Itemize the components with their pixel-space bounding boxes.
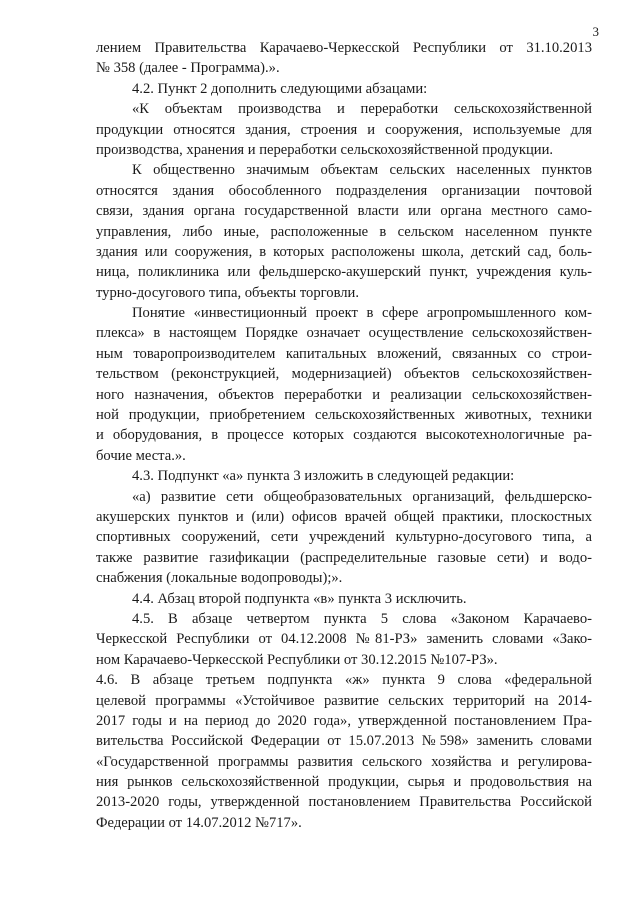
paragraph (96, 670, 592, 833)
text-line: вительства Российской Федерации от 15.07.2013 №598» заменить словами (96, 733, 592, 750)
text-line: «К объектам производства и переработки сельскохозяйственной (132, 101, 592, 118)
text-line: управления, либо иные, расположенные в сельском населенном пункте (96, 223, 592, 240)
text-line: снабжения (локальные водопроводы);». (96, 570, 343, 587)
paragraph (96, 609, 592, 670)
text-line: 2017 годы и на период до 2020 года», утвержденной постановлением Пра- (96, 712, 592, 729)
text-line: производства, хранения и переработки сельскохозяйственной продукции. (96, 141, 554, 158)
text-line: связи, здания органа государственной власти или органа местного само- (96, 203, 592, 220)
paragraph (96, 79, 592, 99)
text-line: турно-досугового типа, объекты торговли. (96, 284, 360, 301)
paragraph (96, 160, 592, 303)
text-line: и оборудования, в процессе которых создаются высокотехнологичные ра- (96, 427, 592, 444)
text-line: 4.6. В абзаце третьем подпункта «ж» пункта 9 слова «федеральной (96, 672, 592, 689)
text-line: «а) развитие сети общеобразовательных организаций, фельдшерско- (132, 488, 592, 505)
text-line: спортивных сооружений, сети учреждений культурно-досугового типа, а (96, 529, 592, 546)
text-line: 4.5. В абзаце четвертом пункта 5 слова «Законом Карачаево- (132, 610, 592, 627)
paragraph (96, 589, 592, 609)
text-line: ница, поликлиника или фельдшерско-акушерский пункт, учреждения куль- (96, 264, 592, 281)
text-line: здания или сооружения, в которых расположены школа, детский сад, боль- (96, 243, 592, 260)
text-line: плекса» в настоящем Порядке означает осуществление сельскохозяйствен- (96, 325, 592, 342)
text-line: ния рынков сельскохозяйственной продукции, сырья и продовольствия на (96, 774, 592, 791)
text-line: относятся здания обособленного подразделения организации почтовой (96, 182, 592, 199)
text-line: ным товаропроизводителем капитальных вложений, связанных со строи- (96, 345, 592, 362)
paragraph (96, 38, 592, 79)
paragraph (96, 99, 592, 160)
text-line: бочие места.». (96, 447, 186, 464)
text-line: К общественно значимым объектам сельских населенных пунктов (132, 162, 592, 179)
document-body (96, 38, 592, 833)
text-line: ного назначения, объектов переработки и реализации сельскохозяйствен- (96, 386, 592, 403)
text-line: № 358 (далее - Программа).». (96, 60, 280, 77)
text-line: акушерских пунктов и (или) офисов врачей общей практики, плоскостных (96, 508, 592, 525)
paragraph (96, 466, 592, 486)
text-line: «Государственной программы развития сельского хозяйства и регулирова- (96, 753, 592, 770)
text-line: ном Карачаево-Черкесской Республики от 30.12.2015 №107-РЗ». (96, 651, 498, 668)
text-line: ной продукции, приобретением сельскохозяйственных животных, техники (96, 407, 592, 424)
text-line: Понятие «инвестиционный проект в сфере агропромышленного ком- (132, 305, 592, 322)
text-line: Черкесской Республики от 04.12.2008 №81-РЗ» заменить словами «Зако- (96, 631, 592, 648)
text-line: 4.4. Абзац второй подпункта «в» пункта 3 исключить. (132, 590, 467, 607)
page-number: 3 (592, 24, 599, 39)
text-line: продукции относятся здания, строения и сооружения, используемые для (96, 121, 592, 138)
paragraph (96, 487, 592, 589)
text-line: 2013-2020 годы, утвержденной постановлением Правительства Российской (96, 794, 592, 811)
text-line: Федерации от 14.07.2012 №717». (96, 814, 302, 831)
text-line: лением Правительства Карачаево-Черкесской Республики от 31.10.2013 (96, 40, 592, 56)
text-line: тельством (реконструкцией, модернизацией) объектов сельскохозяйствен- (96, 366, 592, 383)
text-line: 4.3. Подпункт «а» пункта 3 изложить в следующей редакции: (132, 468, 515, 485)
text-line: также развитие газификации (распределительные газовые сети) и водо- (96, 549, 592, 566)
paragraph (96, 303, 592, 466)
text-line: целевой программы «Устойчивое развитие сельских территорий на 2014- (96, 692, 592, 709)
text-line: 4.2. Пункт 2 дополнить следующими абзацами: (132, 80, 428, 97)
